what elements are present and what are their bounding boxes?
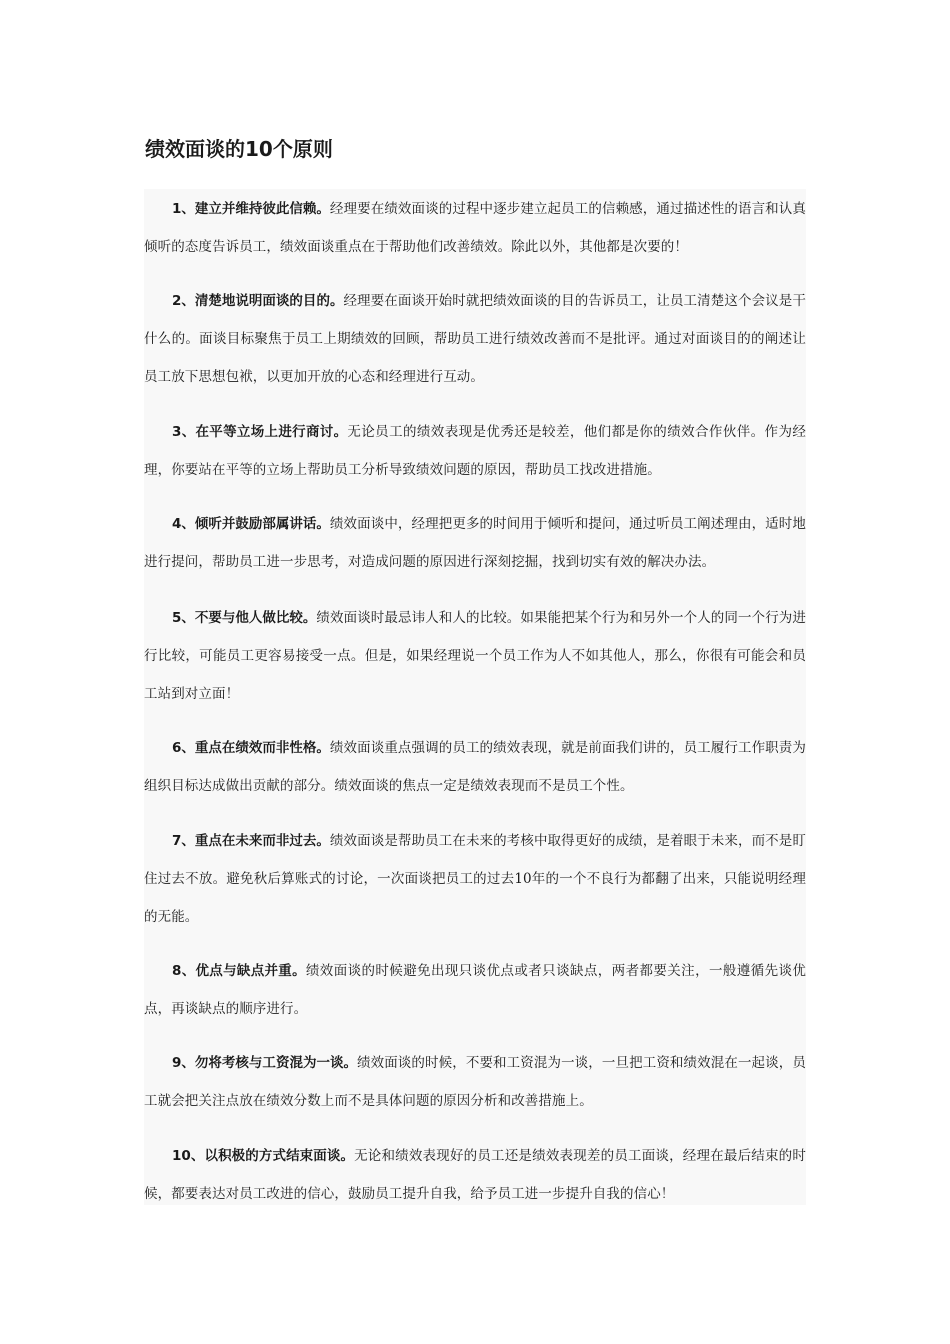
principle-9-heading: 9、勿将考核与工资混为一谈。 (172, 1055, 357, 1071)
principle-6-heading: 6、重点在绩效而非性格。 (172, 740, 330, 756)
principle-4 (144, 505, 806, 581)
principle-10 (144, 1137, 806, 1213)
principle-6 (144, 729, 806, 805)
principle-5 (144, 599, 806, 713)
principle-9-body: 绩效面谈的时候，不要和工资混为一谈，一旦把工资和绩效混在一起谈，员工就会把关注点放在绩效分数上而不是具体问题的原因分析和改善措施上。 (144, 1055, 806, 1109)
principle-7-body: 绩效面谈是帮助员工在未来的考核中取得更好的成绩，是着眼于未来，而不是盯住过去不放。避免秋后算账式的讨论，一次面谈把员工的过去10年的一个不良行为都翻了出来，只能说明经理的无能。 (144, 833, 806, 925)
principle-8 (144, 952, 806, 1028)
principle-8-body: 绩效面谈的时候避免出现只谈优点或者只谈缺点，两者都要关注，一般遵循先谈优点，再谈缺点的顺序进行。 (144, 963, 806, 1017)
page-title: 绩效面谈的10个原则 (145, 137, 333, 161)
principle-2-body: 经理要在面谈开始时就把绩效面谈的目的告诉员工，让员工清楚这个会议是干什么的。面谈目标聚焦于员工上期绩效的回顾，帮助员工进行绩效改善而不是批评。通过对面谈目的的阐述让员工放下思想包袱，以更加开放的心态和经理进行互动。 (144, 293, 806, 385)
principle-7 (144, 822, 806, 936)
principle-10-body: 无论和绩效表现好的员工还是绩效表现差的员工面谈，经理在最后结束的时候，都要表达对员工改进的信心，鼓励员工提升自我，给予员工进一步提升自我的信心！ (144, 1148, 806, 1202)
article-body (144, 189, 806, 1205)
principle-6-body: 绩效面谈重点强调的员工的绩效表现，就是前面我们讲的，员工履行工作职责为组织目标达成做出贡献的部分。绩效面谈的焦点一定是绩效表现而不是员工个性。 (144, 740, 806, 794)
principle-2-heading: 2、清楚地说明面谈的目的。 (172, 293, 344, 309)
principle-10-heading: 10、以积极的方式结束面谈。 (172, 1148, 355, 1164)
principle-2 (144, 282, 806, 396)
principle-9 (144, 1044, 806, 1120)
principle-8-heading: 8、优点与缺点并重。 (172, 963, 306, 979)
principle-1-heading: 1、建立并维持彼此信赖。 (172, 201, 330, 217)
principle-3-body: 无论员工的绩效表现是优秀还是较差，他们都是你的绩效合作伙伴。作为经理，你要站在平等的立场上帮助员工分析导致绩效问题的原因，帮助员工找改进措施。 (144, 424, 806, 478)
principle-5-heading: 5、不要与他人做比较。 (172, 610, 317, 626)
principle-1-body: 经理要在绩效面谈的过程中逐步建立起员工的信赖感，通过描述性的语言和认真倾听的态度告诉员工，绩效面谈重点在于帮助他们改善绩效。除此以外，其他都是次要的！ (144, 201, 806, 255)
principle-3 (144, 413, 806, 489)
principle-1 (144, 190, 806, 266)
principle-3-heading: 3、在平等立场上进行商讨。 (172, 424, 348, 440)
principle-5-body: 绩效面谈时最忌讳人和人的比较。如果能把某个行为和另外一个人的同一个行为进行比较，可能员工更容易接受一点。但是，如果经理说一个员工作为人不如其他人，那么，你很有可能会和员工站到对立面！ (144, 610, 807, 702)
principle-4-body: 绩效面谈中，经理把更多的时间用于倾听和提问，通过听员工阐述理由，适时地进行提问，帮助员工进一步思考，对造成问题的原因进行深刻挖掘，找到切实有效的解决办法。 (144, 516, 806, 570)
principle-4-heading: 4、倾听并鼓励部属讲话。 (172, 516, 330, 532)
principle-7-heading: 7、重点在未来而非过去。 (172, 833, 330, 849)
